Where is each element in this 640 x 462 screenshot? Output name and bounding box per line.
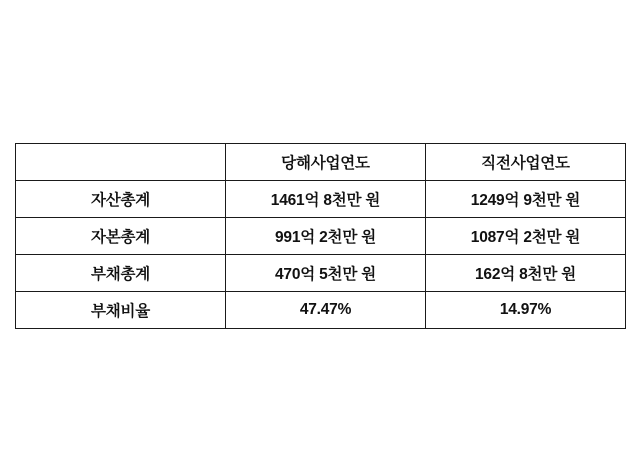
cell-total-assets-current: 1461억 8천만 원 — [226, 181, 426, 218]
financial-summary-table-wrapper — [15, 143, 625, 329]
cell-total-liabilities-current: 470억 5천만 원 — [226, 255, 426, 292]
cell-total-assets-previous: 1249억 9천만 원 — [426, 181, 626, 218]
cell-total-equity-previous: 1087억 2천만 원 — [426, 218, 626, 255]
table-header-row — [16, 144, 626, 181]
table-row — [16, 218, 626, 255]
cell-debt-ratio-current: 47.47% — [226, 292, 426, 329]
table-corner-cell — [16, 144, 226, 181]
table-body — [16, 181, 626, 329]
financial-summary-table — [15, 143, 626, 329]
cell-total-liabilities-previous: 162억 8천만 원 — [426, 255, 626, 292]
row-label-total-equity: 자본총계 — [16, 218, 226, 255]
cell-total-equity-current: 991억 2천만 원 — [226, 218, 426, 255]
column-header-previous-year: 직전사업연도 — [426, 144, 626, 181]
table-row — [16, 181, 626, 218]
cell-debt-ratio-previous: 14.97% — [426, 292, 626, 329]
table-header — [16, 144, 626, 181]
table-row — [16, 292, 626, 329]
row-label-total-liabilities: 부채총계 — [16, 255, 226, 292]
table-row — [16, 255, 626, 292]
row-label-debt-ratio: 부채비율 — [16, 292, 226, 329]
column-header-current-year: 당해사업연도 — [226, 144, 426, 181]
row-label-total-assets: 자산총계 — [16, 181, 226, 218]
